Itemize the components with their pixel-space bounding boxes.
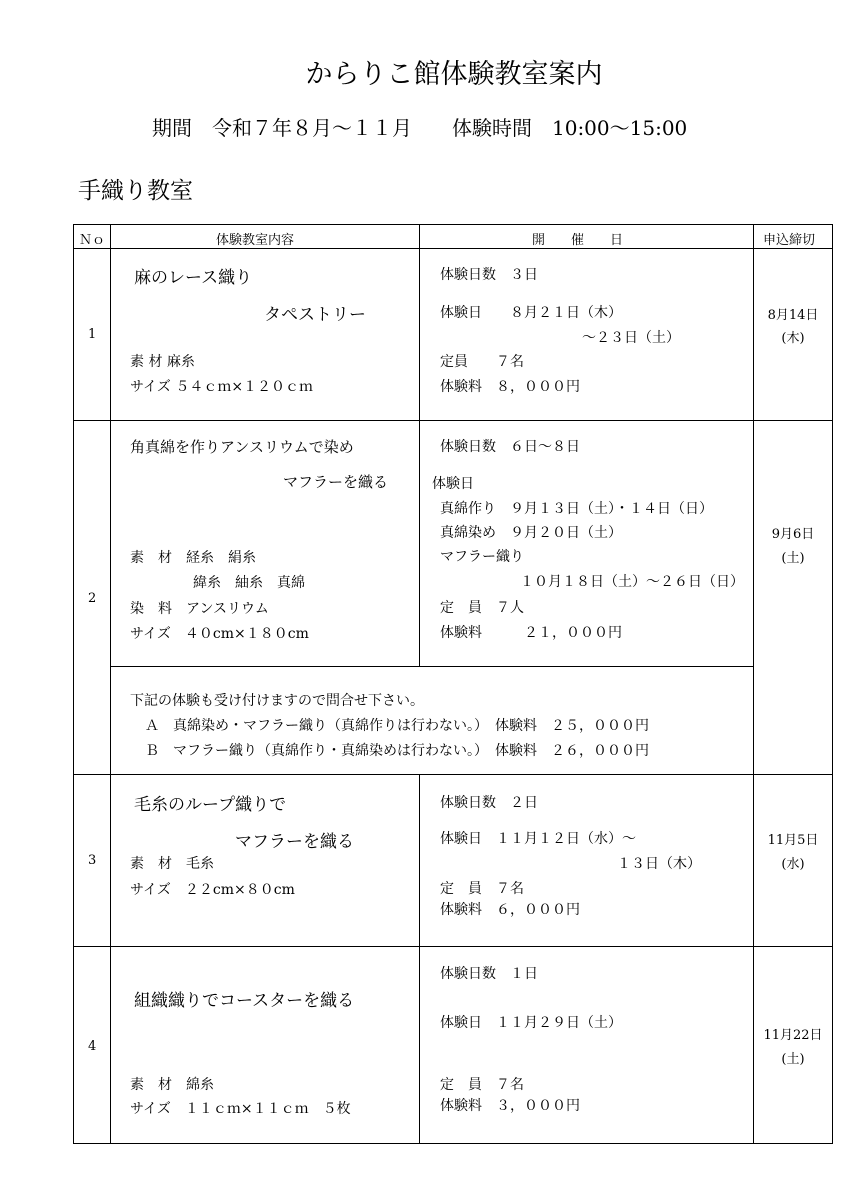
days: 体験日数 １日 [440,966,538,982]
deadline: 11月22日 [763,1028,823,1043]
material: 素 材 綿糸 [130,1077,214,1093]
col-divider-content [419,224,420,666]
col-divider-no [110,224,111,1144]
date: 体験日 １１月２９日（土） [440,1015,622,1031]
deadline: 9月6日 [771,527,815,542]
header-no: Ｎｏ [79,233,106,248]
date: 体験日 １１月１２日（水）～ [440,831,636,847]
class-subtitle: マフラーを織る [283,473,389,491]
col-divider-date [753,224,754,1144]
days: 体験日数 ６日～８日 [440,439,580,455]
row-number: 4 [88,1039,97,1054]
date: １０月１８日（土）～２６日（日） [520,574,744,590]
dye: 染 料 アンスリウム [130,601,269,617]
class-subtitle: タペストリー [264,305,366,325]
row-number: 3 [88,853,97,868]
header-content: 体験教室内容 [216,233,295,248]
material: 素 材 経糸 絹糸 [130,550,256,566]
section-title: 手織り教室 [78,178,193,204]
deadline-weekday: (水) [781,857,805,872]
class-subtitle: マフラーを織る [235,832,354,852]
size: サイズ ２２cm×８０cm [130,882,295,898]
size: サイズ １１ｃｍ×１１ｃｍ ５枚 [130,1101,351,1117]
material: 素 材 毛糸 [130,856,214,872]
row-divider [73,774,833,775]
material: 素 材 麻糸 [130,354,195,370]
fee: 体験料 ２１，０００円 [440,625,622,641]
capacity: 定員 ７名 [440,354,524,370]
header-date: 開 催 日 [532,233,624,248]
date-label: 体験日 [432,476,474,492]
row-number: 1 [88,327,97,342]
option-b: Ｂ マフラー織り（真綿作り・真綿染めは行わない。） 体験料 ２６，０００円 [145,743,649,759]
period-info: 期間 令和７年８月～１１月 体験時間 10:00～15:00 [152,116,688,140]
row-divider [73,946,833,947]
row-number: 2 [88,591,97,606]
fee: 体験料 ８，０００円 [440,379,580,395]
fee: 体験料 ３，０００円 [440,1098,580,1114]
deadline-weekday: (木) [781,331,805,346]
date: 真綿作り ９月１３日（土）・１４日（日） [440,501,713,517]
size: サイズ ５４ｃｍ×１２０ｃｍ [130,379,314,395]
date: 真綿染め ９月２０日（土） [440,525,622,541]
date: ～２３日（土） [582,330,680,346]
date: １３日（木） [617,856,701,872]
deadline-weekday: (土) [781,551,805,566]
days: 体験日数 ３日 [440,267,538,283]
capacity: 定 員 ７名 [440,1077,524,1093]
note: 下記の体験も受け付けますので問合せ下さい。 [130,693,424,709]
row-divider [110,666,753,667]
option-a: Ａ 真綿染め・マフラー織り（真綿作りは行わない。） 体験料 ２５，０００円 [145,718,649,734]
row-divider [73,420,833,421]
material: 緯糸 紬糸 真綿 [193,575,305,591]
class-title: 毛糸のループ織りで [134,795,287,815]
col-divider-content [419,774,420,1144]
fee: 体験料 ６，０００円 [440,902,580,918]
class-title: 麻のレース織り [134,268,253,288]
days: 体験日数 ２日 [440,795,538,811]
deadline: 8月14日 [767,308,819,323]
date: 体験日 ８月２１日（木） [440,305,622,321]
deadline-weekday: (土) [781,1052,805,1067]
class-title: 角真綿を作りアンスリウムで染め [130,438,354,456]
date: マフラー織り [440,549,524,565]
capacity: 定 員 ７人 [440,600,524,616]
size: サイズ ４０cm×１８０cm [130,626,309,642]
class-title: 組織織りでコースターを織る [134,991,355,1011]
deadline: 11月5日 [767,833,819,848]
header-divider [73,248,833,249]
page-title: からりこ館体験教室案内 [305,59,603,90]
header-deadline: 申込締切 [763,233,816,248]
capacity: 定 員 ７名 [440,881,524,897]
